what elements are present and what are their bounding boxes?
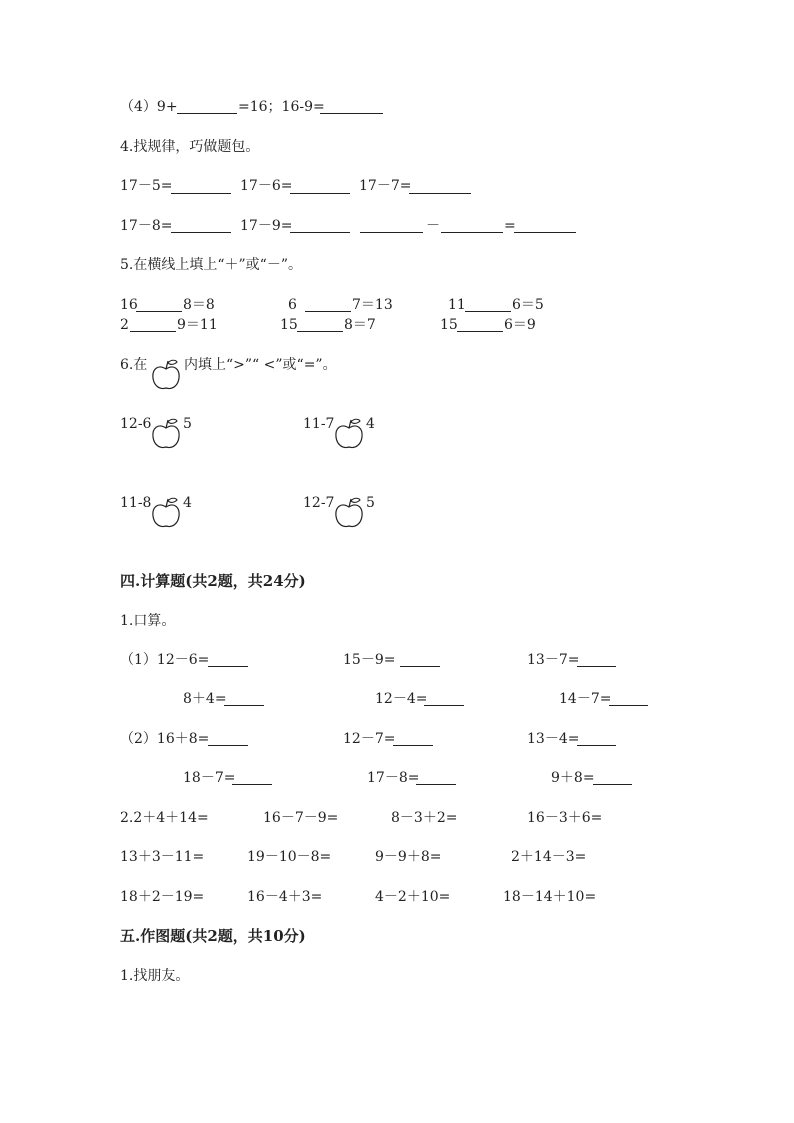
answer-blank[interactable] [232, 784, 272, 785]
oral-calc-item: 18－7= [183, 770, 236, 786]
q5-r2-a3: 15 [440, 317, 458, 333]
q4-r2-expr1: 17－8= [120, 218, 173, 234]
q5-r1-a3: 11 [448, 297, 466, 313]
q6-item3-right: 4 [183, 495, 192, 511]
q4-title: 4.找规律，巧做题包。 [120, 139, 260, 155]
q6-item2-right: 4 [366, 416, 375, 432]
q5-r1-b3: 6＝5 [512, 297, 544, 313]
q5-r2-a1: 2 [120, 317, 129, 333]
answer-blank[interactable] [441, 232, 503, 233]
q6-item2-left: 11-7 [303, 416, 335, 432]
mixed-calc-item: 9－9＋8= [375, 849, 442, 865]
oral-calc-item: 14－7= [559, 691, 612, 707]
q4-r1-expr2: 17－6= [240, 178, 293, 194]
answer-blank[interactable] [424, 705, 464, 706]
oral-calc-item: （1）12－6= [120, 652, 210, 668]
q6-title-before: 6.在 [120, 357, 148, 373]
answer-blank[interactable] [514, 232, 576, 233]
answer-blank[interactable] [360, 232, 423, 233]
answer-blank[interactable] [208, 745, 248, 746]
q3-4-prefix: （4）9+ [120, 99, 178, 115]
mixed-calc-item: 2＋14－3= [511, 849, 587, 865]
oral-calc-item: 9＋8= [551, 770, 595, 786]
q5-r2-b2: 8＝7 [344, 317, 376, 333]
answer-blank[interactable] [577, 745, 616, 746]
p5-q1-title: 1.找朋友。 [120, 968, 190, 984]
sign-blank[interactable] [297, 331, 343, 332]
q5-r1-b2: 7＝13 [352, 297, 393, 313]
apple-icon[interactable] [333, 416, 365, 450]
oral-calc-item: （2）16＋8= [120, 731, 210, 747]
q6-item4-left: 12-7 [303, 495, 335, 511]
sign-blank[interactable] [457, 331, 503, 332]
q3-4-mid: =16；16-9= [238, 99, 325, 115]
mixed-calc-item: 16－3＋6= [527, 810, 603, 826]
answer-blank[interactable] [400, 666, 440, 667]
q6-item3-left: 11-8 [120, 495, 152, 511]
mixed-calc-item: 4－2＋10= [375, 889, 451, 905]
apple-icon [150, 357, 182, 391]
answer-blank[interactable] [593, 784, 632, 785]
q4-r1-expr1: 17－5= [120, 178, 173, 194]
q6-item1-right: 5 [183, 416, 192, 432]
oral-calc-item: 15－9= [343, 652, 400, 668]
oral-calc-item: 13－4= [527, 731, 580, 747]
q5-r2-b3: 6＝9 [504, 317, 536, 333]
oral-calc-item: 8＋4= [183, 691, 227, 707]
oral-calc-item: 17－8= [367, 770, 420, 786]
answer-blank[interactable] [409, 193, 471, 194]
p4-q1-title: 1.口算。 [120, 613, 176, 629]
oral-calc-item: 13－7= [527, 652, 580, 668]
mixed-calc-item: 16－7－9= [263, 810, 339, 826]
answer-blank[interactable] [224, 705, 264, 706]
q4-r1-expr3: 17－7= [359, 178, 412, 194]
answer-blank[interactable] [290, 193, 350, 194]
answer-blank[interactable] [320, 113, 383, 114]
answer-blank[interactable] [171, 193, 231, 194]
mixed-calc-item: 2.2＋4＋14= [120, 810, 209, 826]
mixed-calc-item: 18＋2－19= [120, 889, 205, 905]
answer-blank[interactable] [393, 745, 433, 746]
q5-r1-a1: 16 [120, 297, 138, 313]
q4-minus-sign: － [426, 218, 440, 234]
answer-blank[interactable] [171, 232, 231, 233]
mixed-calc-item: 18－14＋10= [503, 889, 597, 905]
answer-blank[interactable] [416, 784, 456, 785]
q6-item1-left: 12-6 [120, 416, 152, 432]
sign-blank[interactable] [465, 311, 511, 312]
q4-equals-sign: = [504, 218, 516, 234]
q5-r2-a2: 15 [280, 317, 298, 333]
q6-item4-right: 5 [366, 495, 375, 511]
apple-icon[interactable] [150, 495, 182, 529]
mixed-calc-item: 16－4＋3= [247, 889, 323, 905]
q5-title: 5.在横线上填上“＋”或“－”。 [120, 257, 302, 273]
sign-blank[interactable] [136, 311, 182, 312]
sign-blank[interactable] [130, 331, 176, 332]
oral-calc-item: 12－4= [375, 691, 428, 707]
mixed-calc-item: 13＋3－11= [120, 849, 205, 865]
part5-heading: 五.作图题(共2题，共10分) [120, 927, 306, 945]
q5-r2-b1: 9＝11 [177, 317, 218, 333]
part4-heading: 四.计算题(共2题，共24分) [120, 572, 306, 590]
oral-calc-item: 12－7= [343, 731, 396, 747]
answer-blank[interactable] [609, 705, 648, 706]
q4-r2-expr2: 17－9= [240, 218, 293, 234]
answer-blank[interactable] [177, 113, 237, 114]
apple-icon[interactable] [333, 495, 365, 529]
answer-blank[interactable] [208, 666, 248, 667]
q5-r1-b1: 8＝8 [183, 297, 215, 313]
answer-blank[interactable] [577, 666, 616, 667]
mixed-calc-item: 8－3＋2= [391, 810, 458, 826]
mixed-calc-item: 19－10－8= [247, 849, 332, 865]
apple-icon[interactable] [150, 416, 182, 450]
q6-title-after: 内填上“>”“ <”或“=”。 [184, 357, 337, 373]
answer-blank[interactable] [290, 232, 350, 233]
q5-r1-a2: 6 [288, 297, 302, 313]
sign-blank[interactable] [305, 311, 351, 312]
